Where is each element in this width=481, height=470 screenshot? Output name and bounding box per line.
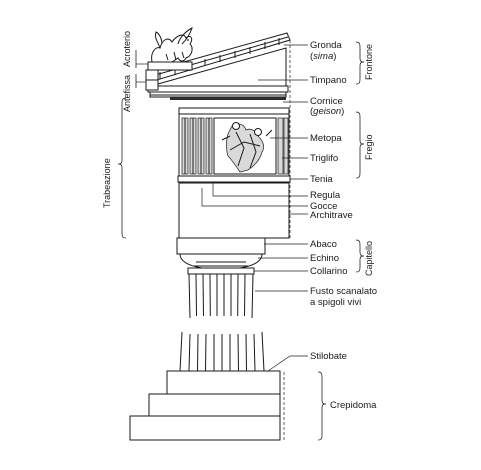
label-geison: (geison) — [310, 106, 345, 117]
label-echino: Echino — [310, 253, 340, 264]
group-capitello: Capitello — [364, 240, 374, 276]
label-stilobate: Stilobate — [310, 351, 347, 362]
label-acroterio: Acroterio — [122, 30, 132, 67]
part-labels — [310, 40, 377, 411]
label-gocce: Gocce — [310, 201, 338, 212]
group-frontone: Frontone — [364, 43, 374, 80]
label-sima: (sima) — [310, 51, 337, 62]
label-crepidoma: Crepidoma — [330, 400, 377, 411]
label-gronda: Gronda — [310, 40, 342, 51]
label-fusto-line1: Fusto scanalato — [310, 286, 378, 297]
label-antefissa: Antefissa — [122, 74, 132, 112]
architrave — [179, 183, 289, 238]
label-collarino: Collarino — [310, 266, 348, 277]
label-triglifo: Triglifo — [310, 153, 339, 164]
group-trabeazione: Trabeazione — [102, 158, 112, 208]
label-tenia: Tenia — [310, 174, 333, 185]
column-shaft-upper — [189, 274, 253, 318]
crepidoma-steps — [130, 371, 280, 440]
label-fusto-line2: a spigoli vivi — [310, 297, 362, 308]
label-regula: Regula — [310, 190, 341, 201]
label-metopa: Metopa — [310, 133, 342, 144]
acroterion-griffin — [148, 28, 192, 70]
group-fregio: Fregio — [364, 134, 374, 160]
column-shaft-lower — [180, 332, 264, 371]
frieze — [178, 108, 290, 187]
capital — [177, 238, 265, 274]
label-timpano: Timpano — [310, 75, 347, 86]
label-architrave: Architrave — [310, 210, 353, 221]
label-abaco: Abaco — [310, 239, 337, 250]
label-cornice: Cornice — [310, 96, 343, 107]
